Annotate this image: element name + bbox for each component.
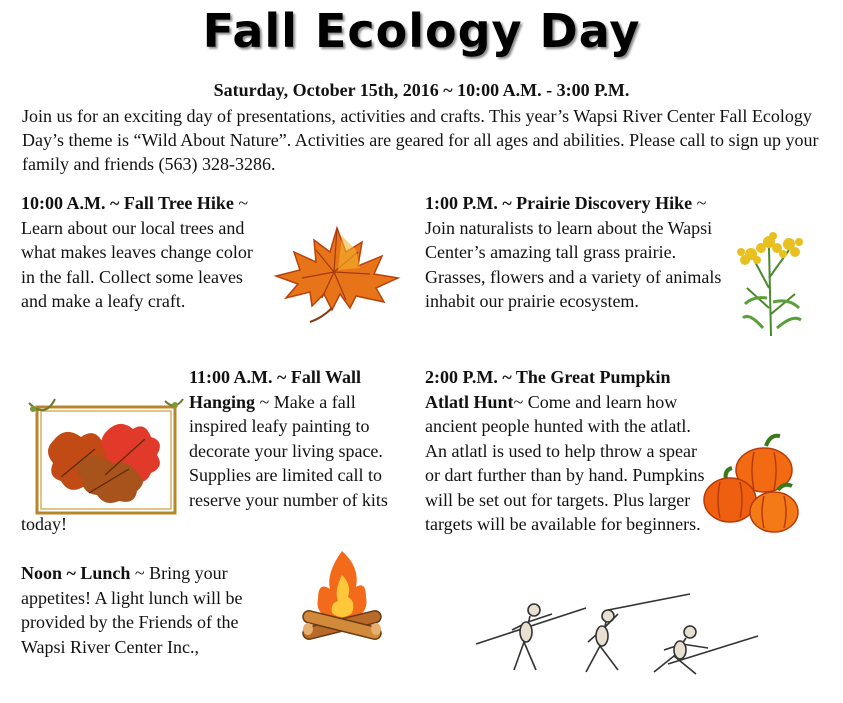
event-tree-hike-desc: ~ Learn about our local trees and what makes leaves change color in the fall. Collect some leaves and make a leafy craft.	[21, 193, 253, 311]
event-date-time: Saturday, October 15th, 2016 ~ 10:00 A.M. - 3:00 P.M.	[213, 80, 630, 100]
campfire-icon	[296, 545, 388, 645]
event-prairie-hike-time: 1:00 P.M. ~ Prairie Discovery Hike	[425, 193, 693, 213]
event-atlatl-hunt-desc: ~ Come and learn how ancient people hunted with the atlatl. An atlatl is used to help throw a spear or dart further than by hand. Pumpkins will be set out for targets. Plus larger targets will be available for beginners.	[425, 391, 705, 534]
pumpkins-icon	[700, 430, 806, 538]
event-lunch-desc: ~ Bring your appetites! A light lunch will be provided by the Friends of the Wapsi River Center Inc.,	[21, 563, 243, 657]
intro-paragraph: Join us for an exciting day of presentations, activities and crafts. This year’s Wapsi River Center Fall Ecology Day’s theme is “Wild About Nature”. Activities are geared for all ages and abilities. Please call to sign up your family and friends (563) 328-3286.	[22, 106, 819, 174]
leaf-painting-icon	[25, 397, 185, 525]
atlatl-hunters-icon	[468, 590, 768, 682]
event-atlatl-hunt-time: 2:00 P.M. ~ The Great Pumpkin Atlatl Hunt	[425, 367, 671, 412]
event-lunch-time: Noon ~ Lunch	[21, 563, 131, 583]
page-title: Fall Ecology Day	[202, 4, 641, 58]
event-wall-hanging-body: 11:00 A.M. ~ Fall Wall Hanging ~ Make a fall inspired leafy painting to decorate your living space. Supplies are limited call to reserve your number of kits today!	[21, 367, 388, 534]
event-prairie-hike-desc: ~ Join naturalists to learn about the Wapsi Center’s amazing tall grass prairie. Grasses, flowers and a variety of animals inhabit our prairie ecosystem.	[425, 193, 722, 311]
event-tree-hike	[21, 191, 271, 314]
event-wall-hanging-desc: ~ Make a fall inspired leafy painting to decorate your living space. Supplies are limited call to reserve your number of kits today!	[21, 391, 388, 534]
event-lunch	[21, 561, 271, 659]
maple-leaf-icon	[272, 222, 402, 324]
event-tree-hike-time: 10:00 A.M. ~ Fall Tree Hike	[21, 193, 234, 213]
goldenrod-icon	[733, 228, 811, 338]
